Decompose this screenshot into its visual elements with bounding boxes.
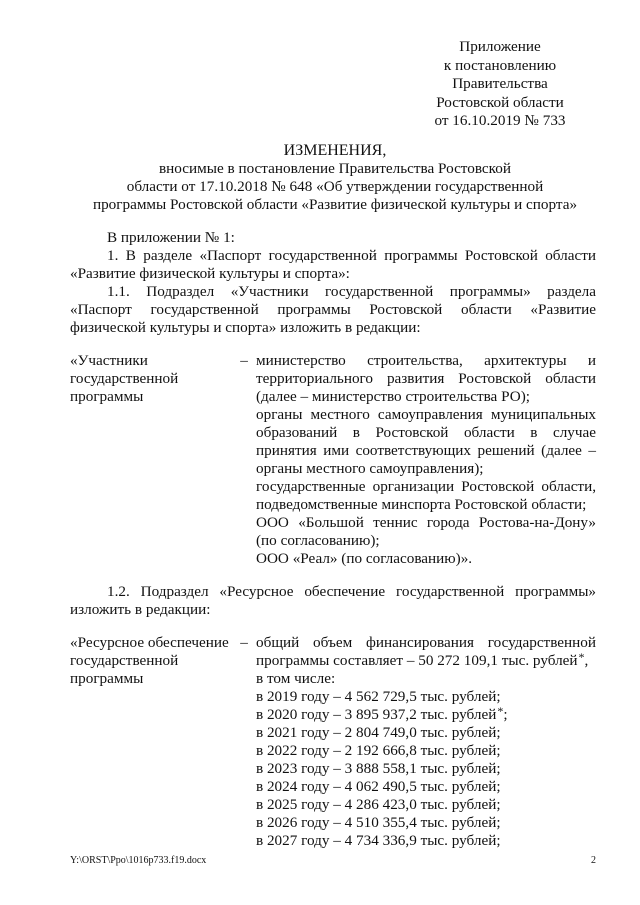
footnote-asterisk: * — [578, 650, 585, 664]
resources-total-text: программы составляет – 50 272 109,1 тыс. рублей — [256, 652, 578, 669]
footnote-asterisk: * — [497, 704, 504, 718]
resources-year-line: в 2027 году – 4 734 336,9 тыс. рублей; — [256, 832, 501, 849]
resources-year-line: в 2023 году – 3 888 558,1 тыс. рублей; — [256, 760, 501, 777]
participants-line: образований в Ростовской области в случае — [256, 424, 596, 441]
resources-year-line: в 2026 году – 4 510 355,4 тыс. рублей; — [256, 814, 501, 831]
participants-line: территориального развития Ростовской области — [256, 370, 596, 387]
resources-year-line: в 2024 году – 4 062 490,5 тыс. рублей; — [256, 778, 501, 795]
subtitle-line: области от 17.10.2018 № 648 «Об утверждении государственной — [126, 178, 544, 195]
appendix-line: от 16.10.2019 № 733 — [434, 112, 566, 129]
document-title: ИЗМЕНЕНИЯ, — [283, 142, 387, 159]
resources-label-line: программы — [70, 670, 144, 687]
intro-paragraph: В приложении № 1: — [107, 229, 235, 246]
resources-total-amount — [256, 652, 596, 670]
participants-line: ООО «Большой теннис города Ростова-на-Дону» — [256, 514, 596, 531]
participants-line: ООО «Реал» (по согласованию)». — [256, 550, 473, 567]
participants-line: органы местного самоуправления муниципальных — [256, 406, 596, 423]
resources-label-line: «Ресурсное обеспечение — [70, 634, 229, 651]
appendix-line: к постановлению — [443, 56, 557, 74]
resources-year-line: в 2019 году – 4 562 729,5 тыс. рублей; — [256, 688, 501, 705]
item-1-1-line: 1.1. Подраздел «Участники государственной программы» раздела — [107, 283, 596, 300]
resources-total-punct: , — [584, 652, 589, 669]
item-1-line: 1. В разделе «Паспорт государственной программы Ростовской области — [107, 247, 596, 264]
item-1-line: «Развитие физической культуры и спорта»: — [70, 265, 350, 282]
participants-line: принятия ими соответствующих решений (далее – — [256, 442, 596, 459]
footer-file-path: Y:\ORST\Ppo\1016p733.f19.docx — [70, 855, 207, 866]
resources-year-line: в 2021 году – 2 804 749,0 тыс. рублей; — [256, 724, 501, 741]
appendix-line: Приложение — [459, 38, 541, 55]
resources-dash: – — [240, 634, 248, 651]
participants-dash: – — [240, 352, 248, 369]
participants-label-line: «Участники — [70, 352, 148, 369]
participants-line: государственные организации Ростовской области, — [256, 478, 596, 495]
appendix-header — [400, 38, 600, 131]
resources-year-punct: ; — [503, 706, 508, 723]
participants-line: (по согласованию); — [256, 532, 380, 549]
subtitle-line: вносимые в постановление Правительства Ростовской — [158, 160, 511, 177]
item-1-2-line: изложить в редакции: — [70, 601, 211, 618]
appendix-line: Ростовской области — [436, 93, 564, 111]
item-1-1-line: «Паспорт государственной программы Ростовской области «Развитие — [70, 301, 596, 318]
resources-including: в том числе: — [256, 670, 336, 687]
resources-year-text: в 2020 году – 3 895 937,2 тыс. рублей — [256, 706, 497, 723]
appendix-line: Правительства — [452, 75, 548, 92]
participants-line: (далее – министерство строительства РО); — [256, 388, 530, 405]
participants-line: министерство строительства, архитектуры и — [256, 352, 596, 369]
item-1-2-line: 1.2. Подраздел «Ресурсное обеспечение государственной программы» — [107, 583, 596, 600]
participants-line: органы местного самоуправления); — [256, 460, 484, 477]
resources-year-line — [256, 706, 596, 724]
resources-label-line: государственной — [70, 652, 179, 669]
item-1-1-line: физической культуры и спорта» изложить в редакции: — [70, 319, 421, 336]
page-number: 2 — [591, 855, 596, 866]
resources-year-line: в 2022 году – 2 192 666,8 тыс. рублей; — [256, 742, 501, 759]
participants-label-line: программы — [70, 388, 144, 405]
resources-total-line: общий объем финансирования государственной — [256, 634, 596, 651]
participants-line: подведомственные минспорта Ростовской области; — [256, 496, 587, 513]
participants-label-line: государственной — [70, 370, 179, 387]
subtitle-line: программы Ростовской области «Развитие физической культуры и спорта» — [92, 196, 578, 213]
resources-year-line: в 2025 году – 4 286 423,0 тыс. рублей; — [256, 796, 501, 813]
